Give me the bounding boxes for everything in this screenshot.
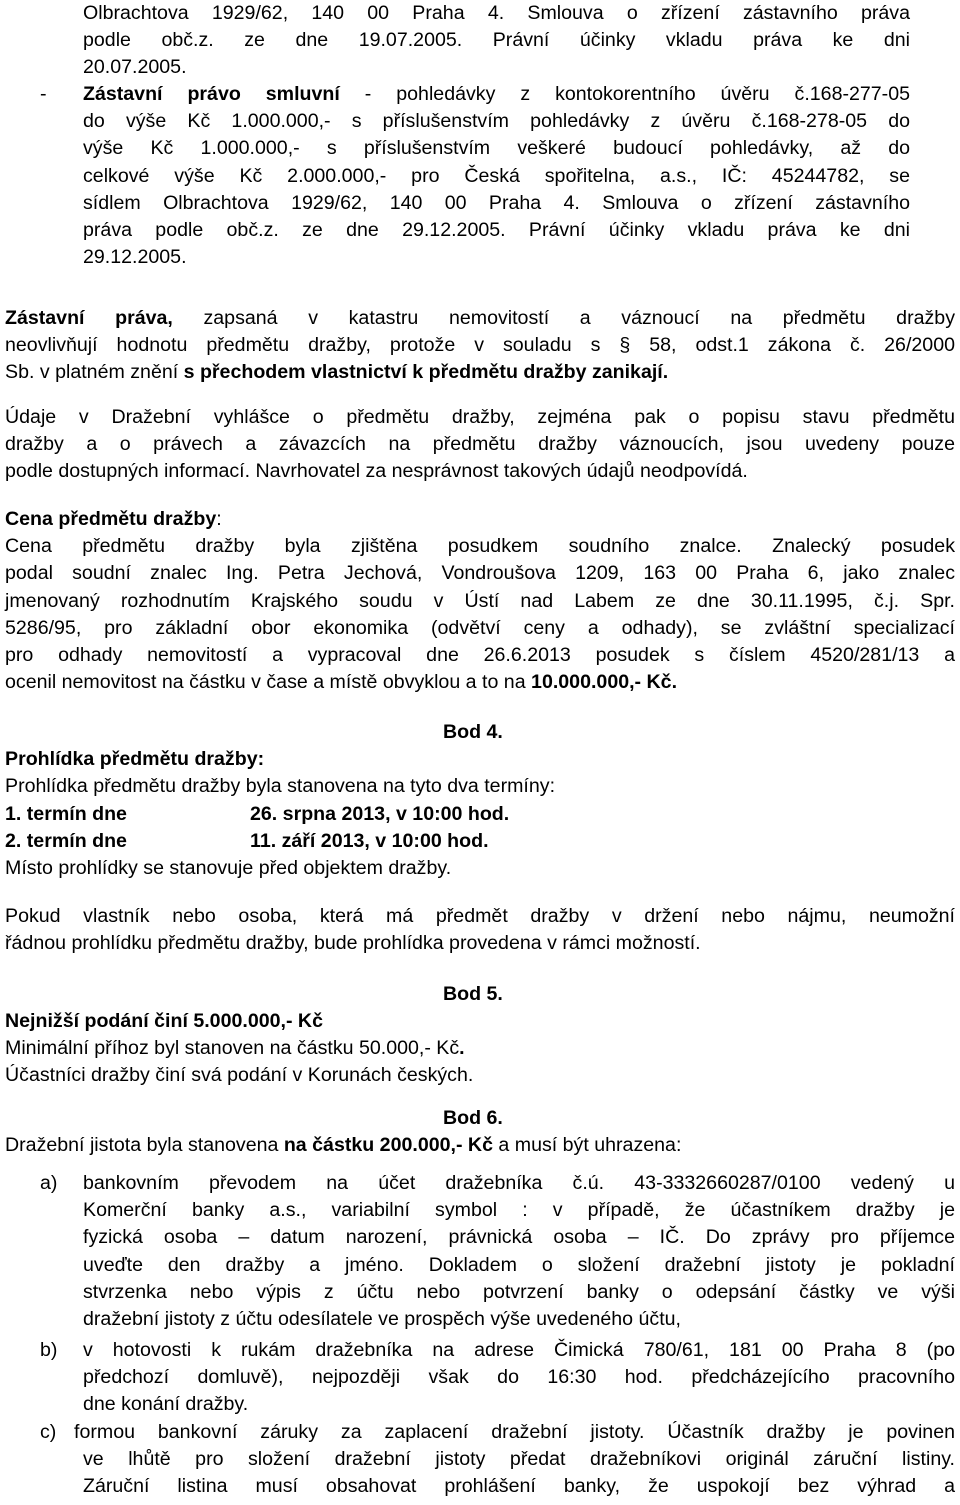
section-number-4: Bod 4. [443,721,503,743]
list-item-cash [83,1337,955,1419]
disclaimer-paragraph [5,404,955,486]
section-number-6: Bod 6. [443,1107,503,1129]
section-heading: Cena předmětu dražby: [5,508,222,530]
text-line: sídlem Olbrachtova 1929/62, 140 00 Praha 4. Smlouva o zřízení zástavního [83,191,910,214]
lien-contract-item [83,81,910,271]
text-line: podle obč.z. ze dne 19.07.2005. Právní účinky vkladu práva ke dni [83,29,910,52]
section-number-5: Bod 5. [443,983,503,1005]
text-line: předchozí domluvě), nejpozději však do 16:30 hod. předcházejícího pracovního [83,1366,955,1389]
price-section [5,506,955,696]
date-value: 26. srpna 2013, v 10:00 hod. [250,803,510,825]
list-marker: b) [40,1339,58,1361]
text-line: výše Kč 1.000.000,- s příslušenstvím veškeré budoucí pohledávky, až do [83,137,910,160]
deposit-section [5,1132,955,1159]
paragraph-continuation [83,0,910,82]
text-line: dražební jistoty z účtu odesílatele ve prospěch výše uvedeného účtu, [83,1308,681,1331]
text-line: Olbrachtova 1929/62, 140 00 Praha 4. Smlouva o zřízení zástavního práva [83,2,910,24]
text-line: 20.07.2005. [83,56,187,79]
inspection-paragraph [5,903,955,957]
list-item-bank-guarantee [74,1419,955,1501]
section-heading: Nejnižší podání činí 5.000.000,- Kč [5,1010,323,1032]
text-line: Údaje v Dražební vyhlášce o předmětu dražby, zejména pak o popisu stavu předmětu [5,406,955,428]
price-value: 10.000.000,- Kč. [531,671,678,694]
text-line: Účastníci dražby činí svá podání v Korunách českých. [5,1064,474,1087]
text-line: Místo prohlídky se stanovuje před objektem dražby. [5,857,452,879]
inspection-date-1 [5,801,509,828]
date-label: 1. termín dne [5,803,127,825]
inspection-date-2 [5,828,489,855]
text-line: ve lhůtě pro složení dražební jistoty předat dražebníkovi originál záruční listiny. [83,1448,955,1471]
text-line: formou bankovní záruky za zaplacení dražební jistoty. Účastník dražby je povinen [74,1421,955,1443]
text-line: bankovním převodem na účet dražebníka č.ú. 43-3332660287/0100 vedený u [83,1172,955,1194]
text-line: fyzická osoba – datum narození, právnická osoba – IČ. Do zprávy pro příjemce [83,1226,955,1249]
text-line: 5286/95, pro základní obor ekonomika (odvětví ceny a odhady), se zvláštní specializací [5,616,955,639]
text-line [83,81,910,108]
text-line: řádnou prohlídku předmětu dražby, bude prohlídka provedena v rámci možností. [5,932,701,955]
text-line: Sb. v platném znění s přechodem vlastnictví k předmětu dražby zanikají. [5,361,669,384]
liens-emphasis: s přechodem vlastnictví k předmětu dražby zanikají. [183,361,669,384]
date-value: 11. září 2013, v 10:00 hod. [250,830,489,852]
text-line: podle dostupných informací. Navrhovatel za nesprávnost takových údajů neodpovídá. [5,460,748,483]
text-line: Minimální příhoz byl stanoven na částku 50.000,- Kč. [5,1037,465,1060]
liens-label: Zástavní práva, [5,307,173,329]
list-item-bank-transfer [83,1170,955,1333]
deposit-amount: na částku 200.000,- Kč [283,1134,493,1156]
inspection-section [5,746,955,800]
text-line: Komerční banky a.s., variabilní symbol : v případě, že účastníkem dražby je [83,1199,955,1222]
text-line: Prohlídka předmětu dražby byla stanovena na tyto dva termíny: [5,775,556,798]
minimum-bid-section [5,1008,955,1090]
text-line: ocenil nemovitost na částku v čase a místě obvyklou a to na 10.000.000,- Kč. [5,671,678,694]
text-line: pro odhady nemovitostí a vypracoval dne 26.6.2013 posudek s číslem 4520/281/13 a [5,644,955,667]
text-line: Pokud vlastník nebo osoba, která má předmět dražby v držení nebo nájmu, neumožní [5,905,955,927]
text-line: Dražební jistota byla stanovena na částku 200.000,- Kč a musí být uhrazena: [5,1134,682,1156]
text-line: dražby a o právech a závazcích na předmětu dražby váznoucích, jsou uvedeny pouze [5,433,955,456]
liens-paragraph [5,305,955,387]
text-line: dne konání dražby. [83,1393,249,1416]
text-line: Zástavní práva, zapsaná v katastru nemovitostí a váznoucí na předmětu dražby [5,307,955,329]
text-line: neovlivňují hodnotu předmětu dražby, protože v souladu s § 58, odst.1 zákona č. 26/2000 [5,334,955,357]
text-line: jmenovaný rozhodnutím Krajského soudu v Ústí nad Labem ze dne 30.11.1995, č.j. Spr. [5,589,955,612]
date-label: 2. termín dne [5,830,127,852]
text-line: podal soudní znalec Ing. Petra Jechová, Vondroušova 1209, 163 00 Praha 6, jako znalec [5,562,955,585]
lien-title: Zástavní právo smluvní [83,83,340,105]
bullet-marker: - [40,83,47,105]
lien-text: - pohledávky z kontokorentního úvěru č.168-277-05 [339,83,910,105]
text-line: 29.12.2005. [83,246,187,269]
text-line: uveďte den dražby a jméno. Dokladem o složení dražební jistoty je pokladní [83,1253,955,1276]
text-line: práva podle obč.z. ze dne 29.12.2005. Právní účinky vkladu práva ke dni [83,219,910,242]
text-line: stvrzenka nebo výpis z účtu nebo potvrzení banky o odepsání částky ve výši [83,1280,955,1303]
section-heading: Prohlídka předmětu dražby: [5,748,265,770]
text-line: celkové výše Kč 2.000.000,- pro Česká spořitelna, a.s., IČ: 45244782, se [83,164,910,187]
list-marker: a) [40,1172,58,1194]
text-line: Cena předmětu dražby byla zjištěna posudkem soudního znalce. Znalecký posudek [5,535,955,558]
text-line: Záruční listina musí obsahovat prohlášení banky, že uspokojí bez výhrad a [83,1475,955,1498]
text-line: v hotovosti k rukám dražebníka na adrese Čimická 780/61, 181 00 Praha 8 (po [83,1339,955,1361]
text-line: do výše Kč 1.000.000,- s příslušenstvím pohledávky z úvěru č.168-278-05 do [83,110,910,133]
list-marker: c) [40,1421,57,1443]
